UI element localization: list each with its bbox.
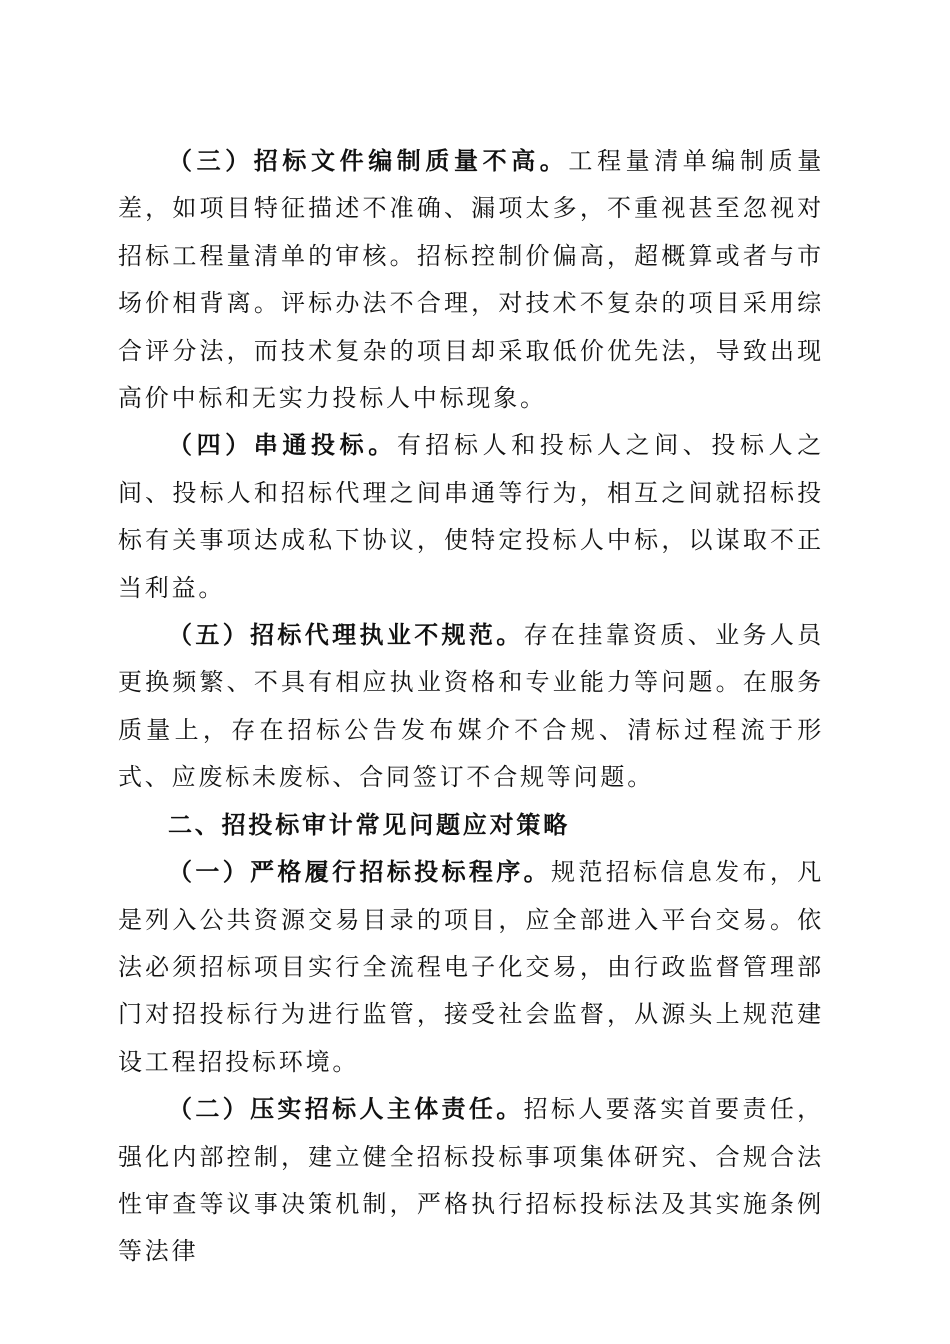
paragraph-text: 有招标人和投标人之间、投标人之间、投标人和招标代理之间串通等行为，相互之间就招标投标有关事项达成私下协议，使特定投标人中标，以谋取不正当利益。 bbox=[118, 431, 825, 602]
paragraph-lead: （五）招标代理执业不规范。 bbox=[168, 621, 524, 650]
paragraph-tender-document-quality bbox=[118, 138, 824, 422]
paragraph-collusive-bidding bbox=[118, 422, 824, 612]
paragraph-text: 工程量清单编制质量差，如项目特征描述不准确、漏项太多，不重视甚至忽视对招标工程量清单的审核。招标控制价偏高，超概算或者与市场价相背离。评标办法不合理，对技术不复杂的项目采用综合评分法，而技术复杂的项目却采取低价优先法，导致出现高价中标和无实力投标人中标现象。 bbox=[118, 147, 825, 413]
paragraph-agency-practice bbox=[118, 612, 824, 802]
paragraph-lead: （四）串通投标。 bbox=[168, 431, 397, 460]
paragraph-text: 存在挂靠资质、业务人员更换频繁、不具有相应执业资格和专业能力等问题。在服务质量上，存在招标公告发布媒介不合规、清标过程流于形式、应废标未废标、合同签订不合规等问题。 bbox=[118, 621, 824, 792]
paragraph-lead: （一）严格履行招标投标程序。 bbox=[168, 858, 551, 887]
paragraph-text: 规范招标信息发布，凡是列入公共资源交易目录的项目，应全部进入平台交易。依法必须招标项目实行全流程电子化交易，由行政监督管理部门对招投标行为进行监管，接受社会监督，从源头上规范建设工程招投标环境。 bbox=[118, 858, 825, 1076]
section-heading: 二、招投标审计常见问题应对策略 bbox=[168, 810, 570, 839]
paragraph-strict-procedure bbox=[118, 849, 824, 1086]
paragraph-lead: （三）招标文件编制质量不高。 bbox=[168, 147, 569, 175]
paragraph-lead: （二）压实招标人主体责任。 bbox=[168, 1095, 524, 1124]
document-body bbox=[118, 138, 824, 1276]
paragraph-tenderer-responsibility bbox=[118, 1086, 824, 1276]
paragraph-text: 招标人要落实首要责任，强化内部控制，建立健全招标投标事项集体研究、合规合法性审查等议事决策机制，严格执行招标投标法及其实施条例等法律 bbox=[118, 1095, 824, 1266]
